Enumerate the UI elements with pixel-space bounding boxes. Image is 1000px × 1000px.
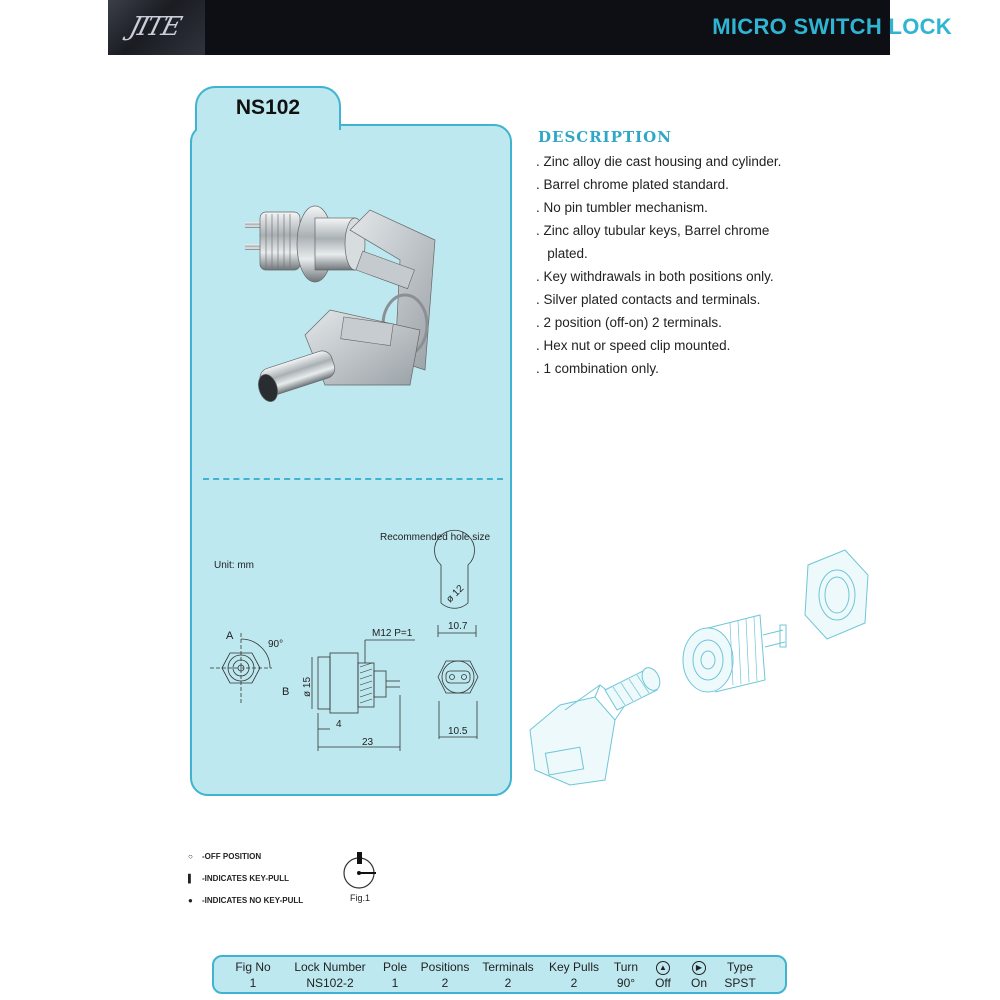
bar-icon: ▌	[188, 874, 194, 883]
label-a: A	[226, 630, 234, 642]
exploded-view	[525, 545, 875, 795]
description-item: plated.	[536, 246, 588, 261]
hole-view	[435, 530, 479, 739]
arrow-right-icon: ▶	[692, 961, 706, 975]
panel-divider	[203, 478, 503, 480]
description-list	[536, 150, 781, 380]
col-terminals: Terminals	[482, 960, 534, 974]
legend-key-pull	[188, 874, 289, 883]
legend-off	[188, 852, 261, 861]
label-b: B	[282, 686, 290, 698]
dim105-label: 10.5	[448, 726, 468, 737]
col-type: Type	[726, 960, 753, 974]
description-item: . 1 combination only.	[536, 361, 659, 376]
cell-off: Off	[655, 976, 671, 990]
description-item: . Key withdrawals in both positions only.	[536, 269, 774, 284]
dot-icon: ●	[188, 896, 193, 905]
product-photo	[230, 200, 460, 420]
col-on	[682, 959, 716, 975]
col-turn: Turn	[613, 960, 639, 974]
cell-positions: 2	[441, 976, 449, 990]
unit-label: Unit: mm	[214, 560, 254, 571]
dim4-label: 4	[336, 719, 342, 730]
description-item: . Barrel chrome plated standard.	[536, 177, 729, 192]
model-name: NS102	[235, 96, 301, 119]
col-key-pulls: Key Pulls	[548, 960, 600, 974]
description-item: . Zinc alloy die cast housing and cylinder.	[536, 154, 782, 169]
col-pole: Pole	[382, 960, 408, 974]
logo-text: JITE	[125, 12, 184, 42]
recommended-hole-label: Recommended hole size	[380, 532, 491, 543]
description-item: . 2 position (off-on) 2 terminals.	[536, 315, 722, 330]
description-title: DESCRIPTION	[538, 128, 672, 146]
arrow-up-icon: ▲	[656, 961, 670, 975]
dia12-label: ø 12	[444, 583, 467, 606]
cell-terminals: 2	[504, 976, 512, 990]
cell-turn: 90°	[616, 976, 636, 990]
dim23-label: 23	[362, 737, 374, 748]
cell-on: On	[690, 976, 707, 990]
description-item: . Silver plated contacts and terminals.	[536, 292, 761, 307]
col-lock-number: Lock Number	[294, 960, 366, 974]
dia15-label: ø 15	[302, 676, 313, 697]
legend-off-label: -OFF POSITION	[202, 852, 262, 861]
cell-lock-number: NS102-2	[306, 976, 354, 990]
col-off	[644, 959, 682, 975]
cell-type: SPST	[724, 976, 756, 990]
col-positions: Positions	[420, 960, 470, 974]
side-view	[312, 640, 415, 751]
spec-header-row	[222, 959, 764, 975]
thread-label: M12 P=1	[372, 628, 413, 639]
description-item: . No pin tumbler mechanism.	[536, 200, 708, 215]
spec-table	[212, 955, 787, 994]
technical-drawing	[200, 525, 510, 765]
fig-label: Fig.1	[350, 893, 371, 903]
position-diagram	[338, 850, 383, 895]
cell-key-pulls: 2	[570, 976, 578, 990]
legend-key-pull-label: -INDICATES KEY-PULL	[202, 874, 289, 883]
description-item: . Hex nut or speed clip mounted.	[536, 338, 731, 353]
cell-pole: 1	[391, 976, 399, 990]
spec-data-row	[222, 975, 764, 991]
dim107-label: 10.7	[448, 621, 468, 632]
cell-fig-no: 1	[249, 976, 257, 990]
legend-no-key-pull-label: -INDICATES NO KEY-PULL	[202, 896, 304, 905]
legend-no-key-pull	[188, 896, 303, 905]
angle-label: 90°	[268, 639, 284, 650]
description-item: . Zinc alloy tubular keys, Barrel chrome	[536, 223, 770, 238]
brand-logo	[108, 0, 205, 55]
front-view	[210, 633, 272, 703]
col-fig-no: Fig No	[235, 960, 271, 974]
page-title: MICRO SWITCH LOCK	[712, 14, 952, 39]
open-circle-icon: ○	[188, 852, 193, 861]
